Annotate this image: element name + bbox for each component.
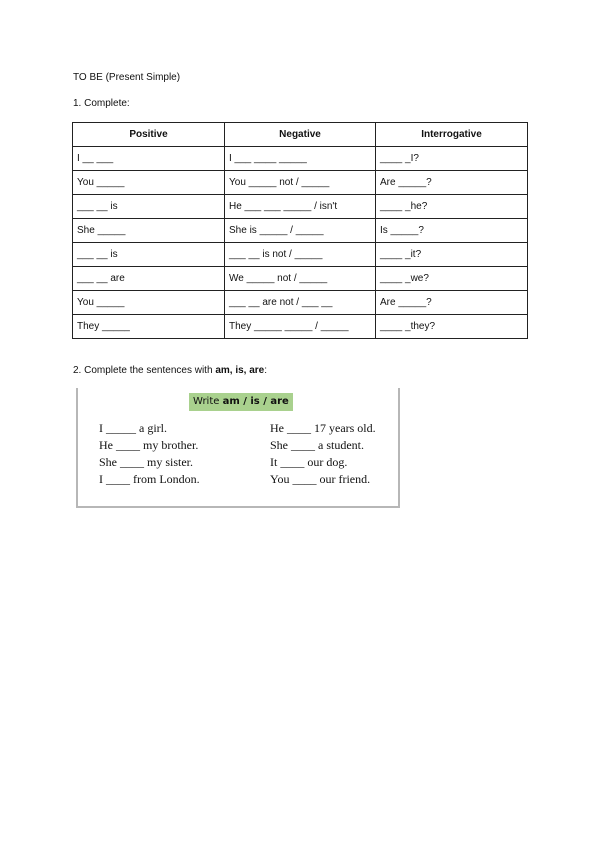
table-row bbox=[73, 219, 528, 243]
header-negative: Negative bbox=[225, 123, 376, 147]
sentence: It ____ our dog. bbox=[270, 455, 348, 469]
banner-keywords: am / is / are bbox=[222, 396, 289, 407]
cell-interrogative: ____ _I? bbox=[376, 147, 528, 171]
sentences-right-column bbox=[270, 420, 376, 488]
cell-positive: You _____ bbox=[73, 291, 225, 315]
cell-negative: You _____ not / _____ bbox=[225, 171, 376, 195]
instruction-keywords: am, is, are bbox=[215, 365, 265, 376]
exercise-1-instruction: 1. Complete: bbox=[73, 98, 130, 109]
cell-interrogative: Are _____? bbox=[376, 291, 528, 315]
cell-interrogative: ____ _they? bbox=[376, 315, 528, 339]
table-row bbox=[73, 315, 528, 339]
cell-positive: ___ __ is bbox=[73, 195, 225, 219]
cell-positive: They _____ bbox=[73, 315, 225, 339]
sentence: He ____ 17 years old. bbox=[270, 421, 376, 435]
cell-negative: ___ __ is not / _____ bbox=[225, 243, 376, 267]
cell-negative: We _____ not / _____ bbox=[225, 267, 376, 291]
cell-negative: I ___ ____ _____ bbox=[225, 147, 376, 171]
sentences-left-column bbox=[99, 420, 200, 488]
sentence: I _____ a girl. bbox=[99, 421, 167, 435]
sentence: You ____ our friend. bbox=[270, 472, 371, 486]
table-row bbox=[73, 195, 528, 219]
cell-positive: I __ ___ bbox=[73, 147, 225, 171]
cell-interrogative: ____ _it? bbox=[376, 243, 528, 267]
sentence: I ____ from London. bbox=[99, 472, 200, 486]
table-row bbox=[73, 291, 528, 315]
sentence: She ____ my sister. bbox=[99, 455, 194, 469]
header-positive: Positive bbox=[73, 123, 225, 147]
cell-interrogative: ____ _we? bbox=[376, 267, 528, 291]
cell-positive: She _____ bbox=[73, 219, 225, 243]
cell-interrogative: ____ _he? bbox=[376, 195, 528, 219]
cell-negative: They _____ _____ / _____ bbox=[225, 315, 376, 339]
table-row bbox=[73, 171, 528, 195]
write-banner bbox=[189, 393, 293, 411]
table-header-row bbox=[73, 123, 528, 147]
cell-interrogative: Are _____? bbox=[376, 171, 528, 195]
cell-positive: ___ __ are bbox=[73, 267, 225, 291]
header-interrogative: Interrogative bbox=[376, 123, 528, 147]
table-row bbox=[73, 267, 528, 291]
cell-positive: You _____ bbox=[73, 171, 225, 195]
instruction-prefix: 2. Complete the sentences with bbox=[73, 365, 216, 376]
table-row bbox=[73, 243, 528, 267]
cell-positive: ___ __ is bbox=[73, 243, 225, 267]
exercise-2-instruction bbox=[73, 365, 267, 376]
exercise-2-box bbox=[76, 388, 400, 508]
cell-negative: She is _____ / _____ bbox=[225, 219, 376, 243]
sentence: He ____ my brother. bbox=[99, 438, 199, 452]
banner-prefix: Write bbox=[193, 396, 223, 407]
conjugation-table bbox=[72, 122, 528, 339]
table-row bbox=[73, 147, 528, 171]
sentence: She ____ a student. bbox=[270, 438, 364, 452]
cell-interrogative: Is _____? bbox=[376, 219, 528, 243]
cell-negative: He ___ ___ _____ / isn't bbox=[225, 195, 376, 219]
page-title: TO BE (Present Simple) bbox=[73, 72, 181, 83]
instruction-suffix: : bbox=[264, 365, 268, 376]
cell-negative: ___ __ are not / ___ __ bbox=[225, 291, 376, 315]
